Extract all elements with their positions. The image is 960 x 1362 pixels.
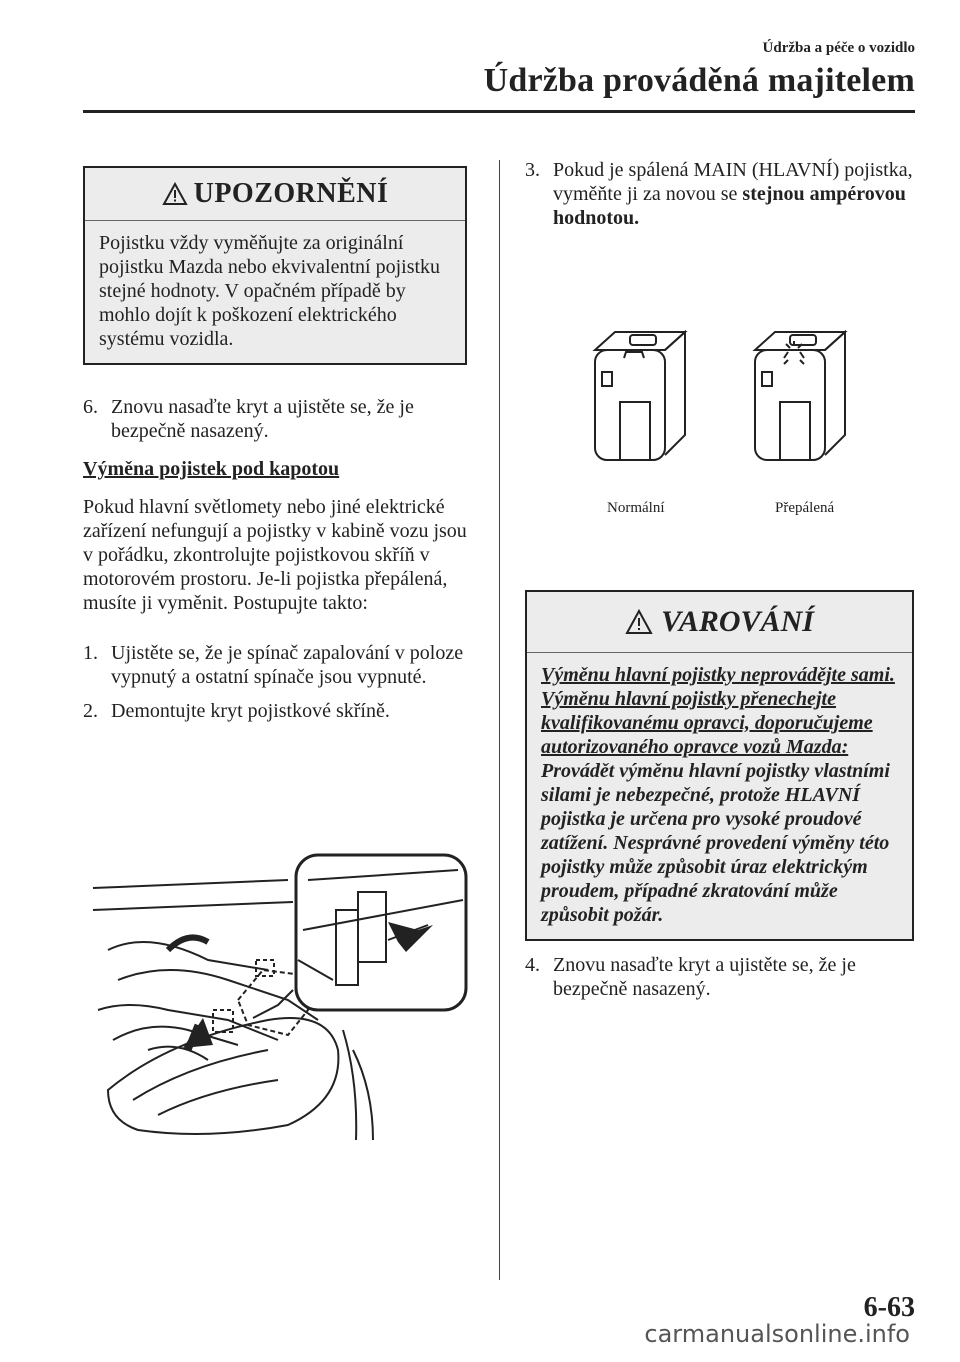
column-divider bbox=[499, 160, 500, 1280]
step-text: Znovu nasaďte kryt a ujistěte se, že je bezpečně nasazený. bbox=[553, 954, 856, 1000]
step-number: 4. bbox=[525, 954, 540, 976]
step-number: 1. bbox=[83, 642, 98, 664]
fuse-replacement-heading: Výměna pojistek pod kapotou bbox=[83, 458, 340, 480]
step-1 bbox=[83, 641, 468, 689]
header-rule bbox=[83, 110, 915, 113]
warning-triangle-icon bbox=[162, 182, 188, 206]
normal-fuse-drawing bbox=[590, 330, 690, 470]
step-3-bold: stejnou ampérovou hodnotou. bbox=[553, 183, 906, 229]
warning-detail-text: Provádět výměnu hlavní pojistky vlastními silami je nebezpečné, protože HLAVNÍ pojistka je určena pro vysoké proudové zatížení. Nesprávné provedení výměny této pojistky může způsobit úraz elektrickým proudem, případné zkratování může způsobit požár. bbox=[541, 760, 890, 926]
chapter-header: Údržba a péče o vozidlo bbox=[762, 40, 915, 56]
step-number: 6. bbox=[83, 396, 98, 418]
step-text: Demontujte kryt pojistkové skříně. bbox=[111, 700, 390, 722]
warning-underlined-text: Výměnu hlavní pojistky neprovádějte sami. Výměnu hlavní pojistky přenechejte kvalifikovanému opravci, doporučujeme autorizovaného opravce vozů Mazda: bbox=[541, 664, 895, 758]
step-number: 3. bbox=[525, 159, 540, 181]
step-4 bbox=[525, 953, 915, 1001]
warning-text bbox=[527, 653, 912, 939]
step-text: Pokud je spálená MAIN (HLAVNÍ) pojistka, vyměňte ji za novou se stejnou ampérovou hodnotou. bbox=[553, 159, 913, 229]
left-column bbox=[83, 166, 468, 723]
page-number: 6-63 bbox=[863, 1292, 915, 1323]
caution-header bbox=[85, 168, 465, 221]
caution-text: Pojistku vždy vyměňujte za originální pojistku Mazda nebo ekvivalentní pojistku stejné hodnoty. V opačném případě by mohlo dojít k poškození elektrického systému vozidla. bbox=[99, 232, 441, 350]
warning-triangle-icon bbox=[625, 609, 653, 635]
step-3 bbox=[525, 158, 915, 230]
normal-fuse-label: Normální bbox=[607, 500, 665, 516]
caution-title: UPOZORNĚNÍ bbox=[193, 178, 389, 209]
warning-title: VAROVÁNÍ bbox=[661, 605, 814, 638]
fuse-box-cover-illustration bbox=[88, 850, 468, 1140]
fuse-comparison-illustration bbox=[525, 330, 915, 530]
caution-box bbox=[83, 166, 467, 365]
blown-fuse-label: Přepálená bbox=[775, 500, 835, 516]
step-2 bbox=[83, 699, 468, 723]
step-number: 2. bbox=[83, 700, 98, 722]
step-6 bbox=[83, 395, 468, 443]
warning-header bbox=[527, 592, 912, 653]
warning-box bbox=[525, 590, 914, 941]
step-text: Znovu nasaďte kryt a ujistěte se, že je bezpečně nasazený. bbox=[111, 396, 414, 442]
intro-paragraph: Pokud hlavní světlomety nebo jiné elektrické zařízení nefungují a pojistky v kabině vozu jsou v pořádku, zkontrolujte pojistkovou skříň v motorovém prostoru. Je-li pojistka přepálená, musíte ji vyměnit. Postupujte takto: bbox=[83, 496, 467, 614]
blown-fuse-drawing bbox=[750, 330, 850, 470]
right-column bbox=[525, 158, 915, 1001]
section-title-header: Údržba prováděná majitelem bbox=[483, 62, 915, 99]
step-text: Ujistěte se, že je spínač zapalování v poloze vypnutý a ostatní spínače jsou vypnuté. bbox=[111, 642, 464, 688]
watermark: carmanualsonline.info bbox=[644, 1320, 910, 1348]
